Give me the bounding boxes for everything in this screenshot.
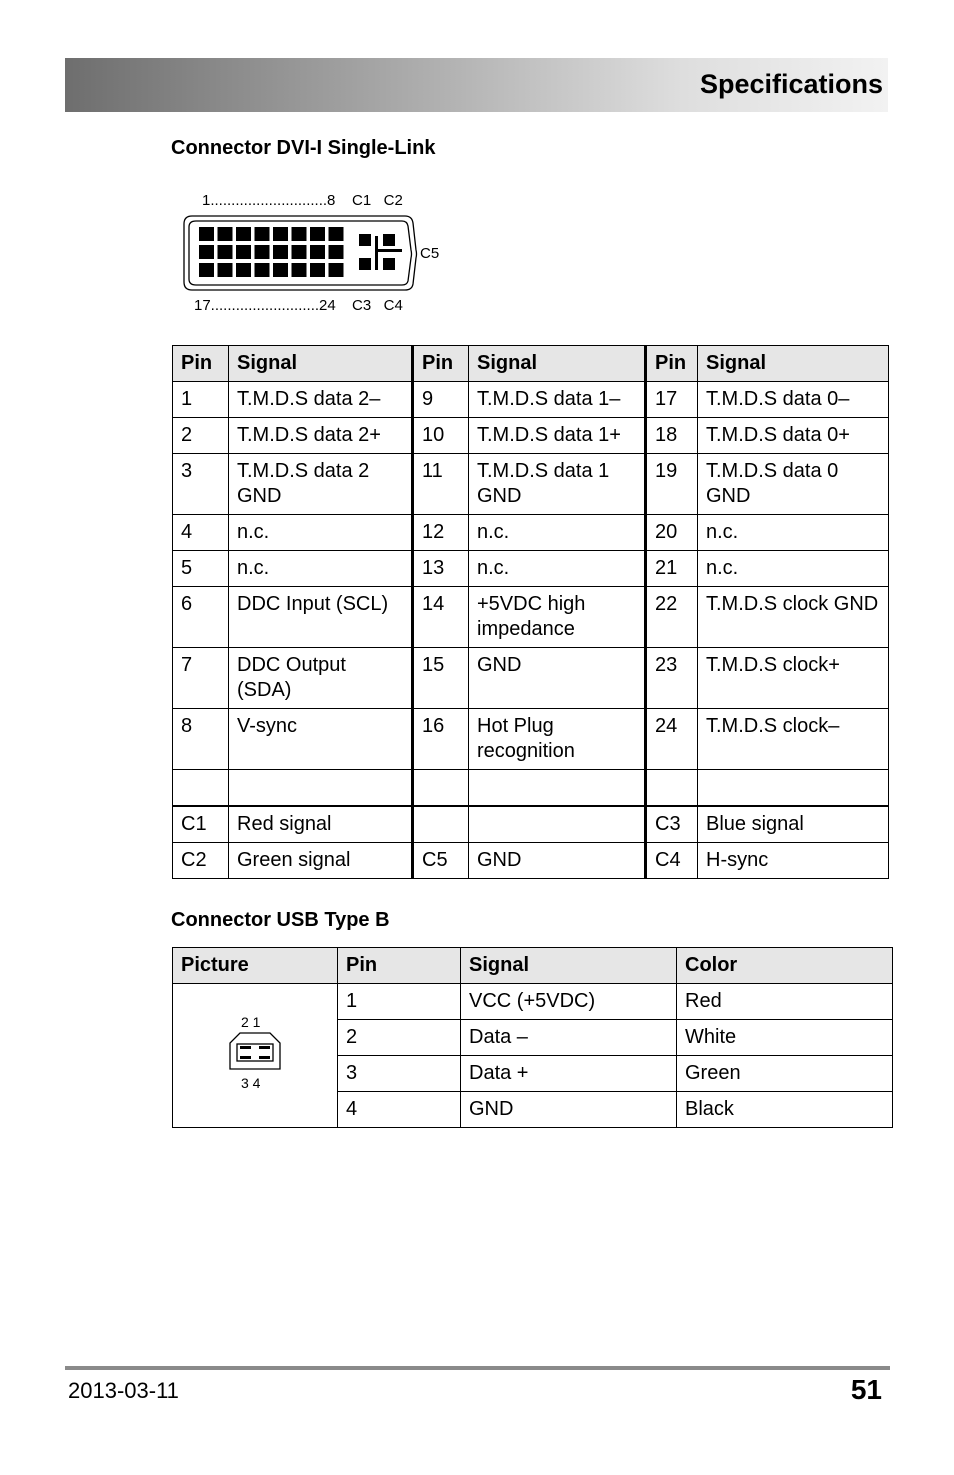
- color-cell: Black: [677, 1092, 893, 1128]
- signal-cell: n.c.: [469, 551, 646, 587]
- pin-cell: 5: [173, 551, 229, 587]
- usb-header-picture: Picture: [173, 948, 338, 984]
- signal-cell: GND: [461, 1092, 677, 1128]
- dvi-pin: [329, 245, 344, 259]
- pin-cell: 7: [173, 648, 229, 709]
- signal-cell: DDC Output (SDA): [229, 648, 413, 709]
- header-bar: [65, 58, 888, 112]
- table-row: [173, 843, 889, 879]
- footer-divider: [65, 1366, 890, 1370]
- dvi-pin: [199, 245, 214, 259]
- pin-cell: C5: [413, 843, 469, 879]
- color-cell: White: [677, 1020, 893, 1056]
- signal-cell: T.M.D.S clock+: [698, 648, 889, 709]
- dvi-pin: [236, 227, 251, 241]
- dvi-pin: [329, 227, 344, 241]
- usb-picture-cell: [173, 984, 338, 1128]
- pin-cell: 2: [173, 418, 229, 454]
- dvi-pin: [218, 227, 233, 241]
- signal-cell: Hot Plug recognition: [469, 709, 646, 770]
- dvi-pin: [218, 263, 233, 277]
- table-row: [173, 454, 889, 515]
- dvi-pin-table: [172, 345, 889, 879]
- signal-cell: n.c.: [469, 515, 646, 551]
- footer-date: 2013-03-11: [68, 1378, 179, 1403]
- usb-connector-diagram: [220, 1007, 290, 1097]
- usb-header-signal: Signal: [461, 948, 677, 984]
- signal-cell: n.c.: [698, 515, 889, 551]
- dvi-pin: [292, 263, 307, 277]
- dvi-pin: [218, 245, 233, 259]
- pin-cell: 16: [413, 709, 469, 770]
- pin-cell: 11: [413, 454, 469, 515]
- usb-header-color: Color: [677, 948, 893, 984]
- dvi-top-c-labels: C1 C2: [352, 192, 403, 209]
- dvi-pin: [236, 263, 251, 277]
- signal-cell: Data –: [461, 1020, 677, 1056]
- pin-cell: 3: [338, 1056, 461, 1092]
- color-cell: Green: [677, 1056, 893, 1092]
- signal-cell: GND: [469, 648, 646, 709]
- signal-cell: T.M.D.S clock–: [698, 709, 889, 770]
- pin-cell: 3: [173, 454, 229, 515]
- signal-cell: [229, 770, 413, 807]
- table-row: [173, 551, 889, 587]
- dvi-pin: [292, 245, 307, 259]
- table-row: [173, 418, 889, 454]
- pin-cell: 1: [338, 984, 461, 1020]
- signal-cell: Red signal: [229, 806, 413, 843]
- dvi-pin: [310, 227, 325, 241]
- page-title: Specifications: [699, 69, 883, 99]
- pin-cell: 12: [413, 515, 469, 551]
- signal-cell: +5VDC high impedance: [469, 587, 646, 648]
- usb-table-header-row: [173, 948, 893, 984]
- dvi-pin: [310, 245, 325, 259]
- dvi-header-pin-2: Pin: [413, 346, 469, 382]
- pin-cell: 15: [413, 648, 469, 709]
- signal-cell: T.M.D.S data 1 GND: [469, 454, 646, 515]
- color-cell: Red: [677, 984, 893, 1020]
- pin-cell: 17: [646, 382, 698, 418]
- pin-cell: 4: [338, 1092, 461, 1128]
- table-row: [173, 984, 893, 1020]
- pin-cell: 19: [646, 454, 698, 515]
- pin-cell: 1: [173, 382, 229, 418]
- usb-bottom-label: 3 4: [241, 1075, 261, 1091]
- dvi-pin: [199, 227, 214, 241]
- signal-cell: T.M.D.S clock GND: [698, 587, 889, 648]
- dvi-top-left-label: 1............................8: [202, 192, 336, 209]
- table-row: [173, 770, 889, 807]
- pin-cell: 23: [646, 648, 698, 709]
- pin-cell: [646, 770, 698, 807]
- signal-cell: VCC (+5VDC): [461, 984, 677, 1020]
- pin-cell: 18: [646, 418, 698, 454]
- dvi-bottom-c-labels: C3 C4: [352, 297, 403, 314]
- dvi-pin: [273, 245, 288, 259]
- pin-cell: 14: [413, 587, 469, 648]
- dvi-bottom-left-label: 17..........................24: [194, 297, 336, 314]
- table-row: [173, 709, 889, 770]
- pin-cell: 10: [413, 418, 469, 454]
- dvi-pin: [273, 227, 288, 241]
- dvi-pin: [255, 227, 270, 241]
- dvi-pin: [329, 263, 344, 277]
- dvi-pin: [292, 227, 307, 241]
- pin-cell: 24: [646, 709, 698, 770]
- dvi-pin: [199, 263, 214, 277]
- pin-cell: 22: [646, 587, 698, 648]
- table-row: [173, 648, 889, 709]
- signal-cell: T.M.D.S data 2 GND: [229, 454, 413, 515]
- pin-cell: [413, 770, 469, 807]
- signal-cell: [469, 770, 646, 807]
- dvi-pin-grid: [199, 227, 344, 277]
- usb-section-heading: Connector USB Type B: [171, 909, 390, 931]
- pin-cell: C3: [646, 806, 698, 843]
- signal-cell: T.M.D.S data 0+: [698, 418, 889, 454]
- table-row: [173, 515, 889, 551]
- signal-cell: T.M.D.S data 2+: [229, 418, 413, 454]
- signal-cell: T.M.D.S data 2–: [229, 382, 413, 418]
- usb-header-pin: Pin: [338, 948, 461, 984]
- dvi-connector-diagram: [180, 186, 450, 318]
- usb-pin-table: [172, 947, 893, 1128]
- pin-cell: 2: [338, 1020, 461, 1056]
- pin-cell: 20: [646, 515, 698, 551]
- signal-cell: Blue signal: [698, 806, 889, 843]
- signal-cell: Green signal: [229, 843, 413, 879]
- signal-cell: H-sync: [698, 843, 889, 879]
- table-row: [173, 382, 889, 418]
- pin-cell: [173, 770, 229, 807]
- dvi-pin: [255, 245, 270, 259]
- pin-cell: [413, 806, 469, 843]
- signal-cell: T.M.D.S data 1–: [469, 382, 646, 418]
- dvi-header-pin-1: Pin: [173, 346, 229, 382]
- signal-cell: Data +: [461, 1056, 677, 1092]
- signal-cell: V-sync: [229, 709, 413, 770]
- pin-cell: 21: [646, 551, 698, 587]
- dvi-table-header-row: [173, 346, 889, 382]
- signal-cell: T.M.D.S data 1+: [469, 418, 646, 454]
- dvi-header-signal-2: Signal: [469, 346, 646, 382]
- pin-cell: 9: [413, 382, 469, 418]
- table-row: [173, 587, 889, 648]
- signal-cell: T.M.D.S data 0–: [698, 382, 889, 418]
- pin-cell: C1: [173, 806, 229, 843]
- dvi-pin: [273, 263, 288, 277]
- pin-cell: 6: [173, 587, 229, 648]
- dvi-pin: [236, 245, 251, 259]
- signal-cell: [698, 770, 889, 807]
- dvi-analog-pins: [359, 234, 402, 270]
- signal-cell: [469, 806, 646, 843]
- pin-cell: 8: [173, 709, 229, 770]
- signal-cell: n.c.: [229, 551, 413, 587]
- signal-cell: DDC Input (SCL): [229, 587, 413, 648]
- dvi-header-signal-1: Signal: [229, 346, 413, 382]
- pin-cell: 4: [173, 515, 229, 551]
- signal-cell: T.M.D.S data 0 GND: [698, 454, 889, 515]
- table-row: [173, 806, 889, 843]
- signal-cell: n.c.: [698, 551, 889, 587]
- pin-cell: C2: [173, 843, 229, 879]
- dvi-header-pin-3: Pin: [646, 346, 698, 382]
- page-number: 51: [850, 1374, 882, 1405]
- signal-cell: n.c.: [229, 515, 413, 551]
- pin-cell: C4: [646, 843, 698, 879]
- dvi-section-heading: Connector DVI-I Single-Link: [171, 137, 436, 159]
- dvi-pin: [255, 263, 270, 277]
- pin-cell: 13: [413, 551, 469, 587]
- dvi-right-label: C5: [420, 245, 440, 262]
- dvi-header-signal-3: Signal: [698, 346, 889, 382]
- dvi-pin: [310, 263, 325, 277]
- usb-top-label: 2 1: [241, 1014, 261, 1030]
- signal-cell: GND: [469, 843, 646, 879]
